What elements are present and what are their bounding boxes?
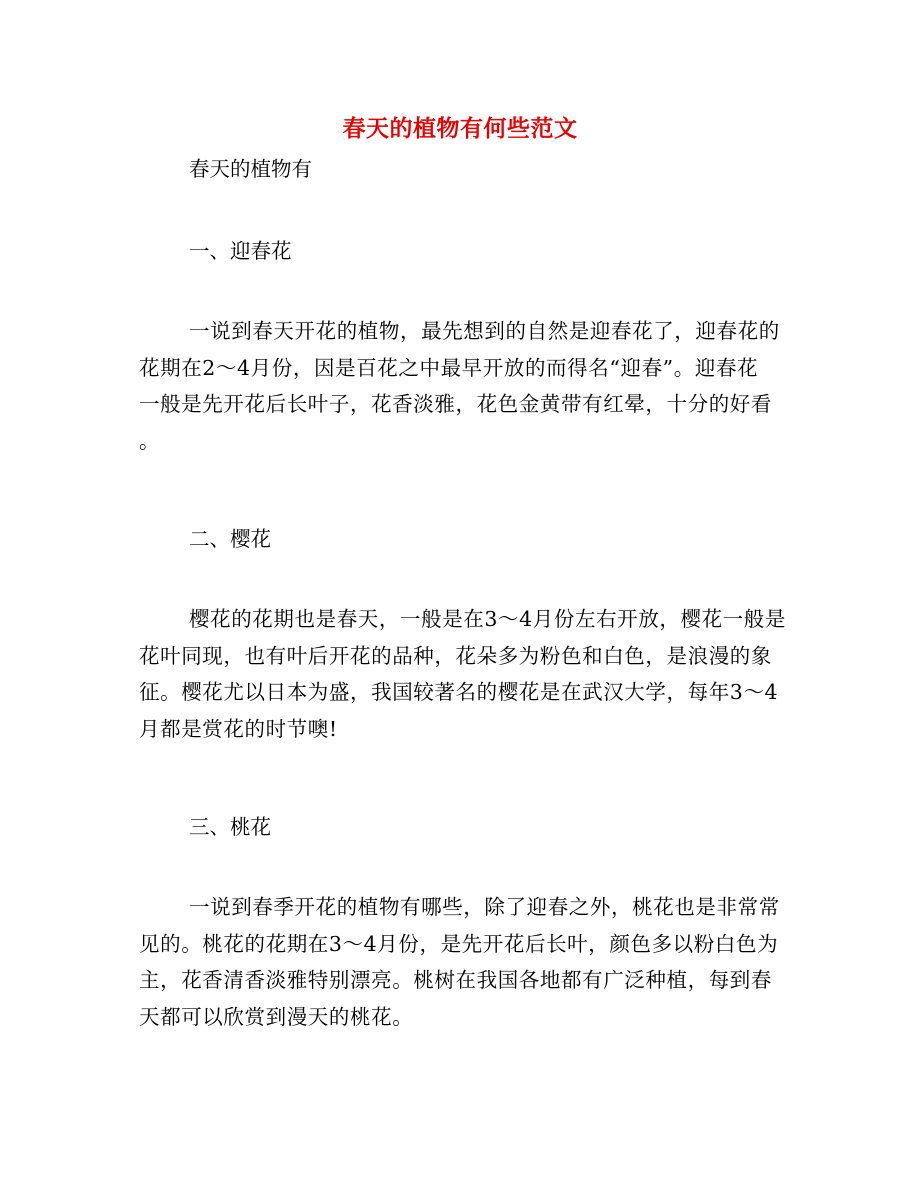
paragraph-line: 见的。桃花的花期在3～4月份，是先开花后长叶，颜色多以粉白色为 (139, 931, 779, 956)
section-heading-2: 二、樱花 (189, 527, 271, 551)
document-title: 春天的植物有何些范文 (342, 115, 578, 142)
paragraph-line: 一般是先开花后长叶子，花香淡雅，花色金黄带有红晕，十分的好看 (139, 392, 772, 416)
section-paragraph-1 (139, 313, 799, 459)
paragraph-line: 天都可以欣赏到漫天的桃花。 (139, 1004, 414, 1029)
section-heading-3: 三、桃花 (189, 815, 271, 839)
section-paragraph-3 (139, 889, 799, 1035)
paragraph-line: 一说到春季开花的植物有哪些，除了迎春之外，桃花也是非常常 (189, 895, 780, 919)
intro-text: 春天的植物有 (189, 157, 312, 181)
paragraph-line: 花叶同现，也有叶后开花的品种，花朵多为粉色和白色，是浪漫的象 (139, 643, 772, 668)
paragraph-line: 樱花的花期也是春天，一般是在3～4月份左右开放，樱花一般是 (189, 607, 786, 631)
paragraph-line: 花期在2～4月份，因是百花之中最早开放的而得名“迎春”。迎春花 (139, 355, 759, 380)
paragraph-line: 征。樱花尤以日本为盛，我国较著名的樱花是在武汉大学，每年3～4 (139, 680, 779, 704)
paragraph-line: 一说到春天开花的植物，最先想到的自然是迎春花了，迎春花的 (189, 319, 780, 343)
paragraph-line: 月都是赏花的时节噢! (139, 716, 338, 741)
paragraph-line: 主，花香清香淡雅特别漂亮。桃树在我国各地都有广泛种植，每到春 (139, 968, 772, 992)
section-heading-1: 一、迎春花 (189, 239, 292, 263)
paragraph-line: 。 (139, 428, 161, 453)
section-paragraph-2 (139, 601, 799, 747)
